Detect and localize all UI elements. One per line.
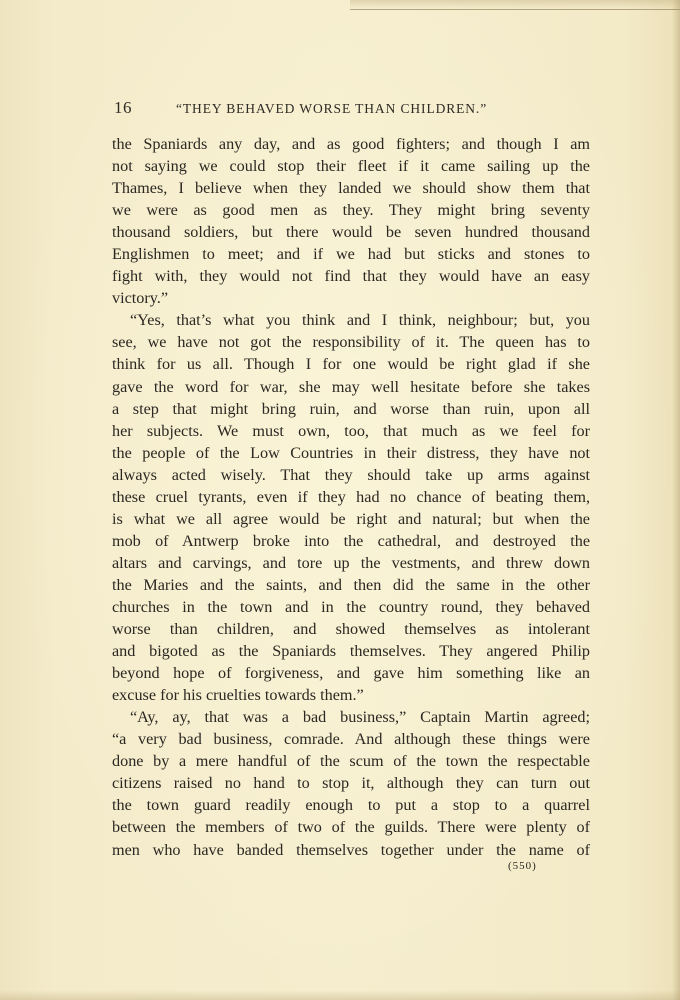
text-line: and bigoted as the Spaniards themselves. They angered Philip bbox=[112, 642, 590, 661]
page-header bbox=[110, 98, 590, 124]
text-line: gave the word for war, she may well hesitate before she takes bbox=[112, 377, 590, 396]
running-head: “THEY BEHAVED WORSE THAN CHILDREN.” bbox=[176, 101, 488, 116]
text-line: her subjects. We must own, too, that much as we feel for bbox=[112, 421, 590, 440]
text-line: worse than children, and showed themselves as intolerant bbox=[112, 620, 590, 639]
folio-number: (550) bbox=[508, 860, 537, 872]
text-line: done by a mere handful of the scum of the town the respectable bbox=[112, 752, 590, 771]
text-line: victory.” bbox=[112, 289, 169, 308]
text-line: think for us all. Though I for one would be right glad if she bbox=[112, 355, 590, 374]
text-line: citizens raised no hand to stop it, although they can turn out bbox=[112, 774, 590, 793]
body-text bbox=[112, 133, 590, 861]
text-line: the Spaniards any day, and as good fighters; and though I am bbox=[112, 135, 590, 153]
text-line: not saying we could stop their fleet if it came sailing up the bbox=[112, 157, 590, 176]
text-line: these cruel tyrants, even if they had no chance of beating them, bbox=[112, 487, 590, 506]
text-line: is what we all agree would be right and natural; but when the bbox=[112, 509, 590, 528]
text-line: mob of Antwerp broke into the cathedral, and destroyed the bbox=[112, 531, 590, 550]
text-line: “a very bad business, comrade. And although these things were bbox=[112, 730, 590, 749]
text-line: thousand soldiers, but there would be seven hundred thousand bbox=[112, 223, 590, 242]
text-line: the people of the Low Countries in their distress, they have not bbox=[112, 443, 590, 462]
text-line: Englishmen to meet; and if we had but sticks and stones to bbox=[112, 245, 590, 264]
text-line: the town guard readily enough to put a stop to a quarrel bbox=[112, 796, 590, 815]
text-line: the Maries and the saints, and then did the same in the other bbox=[112, 575, 590, 594]
text-line: altars and carvings, and tore up the vestments, and threw down bbox=[112, 553, 590, 572]
page-top-edge bbox=[350, 0, 680, 10]
page-right-edge bbox=[672, 0, 680, 1000]
text-line: see, we have not got the responsibility of it. The queen has to bbox=[112, 333, 590, 352]
page-number: 16 bbox=[114, 98, 132, 117]
text-line: a step that might bring ruin, and worse than ruin, upon all bbox=[112, 399, 590, 418]
paragraph-start-line: “Yes, that’s what you think and I think, neighbour; but, you bbox=[130, 311, 590, 330]
text-line: Thames, I believe when they landed we should show them that bbox=[112, 179, 590, 198]
text-line: excuse for his cruelties towards them.” bbox=[112, 686, 364, 705]
text-line: between the members of two of the guilds. There were plenty of bbox=[112, 818, 590, 837]
page-bottom-edge bbox=[0, 990, 680, 1000]
text-line: we were as good men as they. They might bring seventy bbox=[112, 201, 590, 220]
paragraph-start-line: “Ay, ay, that was a bad business,” Captain Martin agreed; bbox=[130, 708, 590, 727]
text-line: men who have banded themselves together under the name of bbox=[112, 840, 590, 859]
text-line: fight with, they would not find that they would have an easy bbox=[112, 267, 590, 286]
text-line: always acted wisely. That they should take up arms against bbox=[112, 465, 590, 484]
text-line: churches in the town and in the country round, they behaved bbox=[112, 597, 590, 616]
text-line: beyond hope of forgiveness, and gave him something like an bbox=[112, 664, 590, 683]
